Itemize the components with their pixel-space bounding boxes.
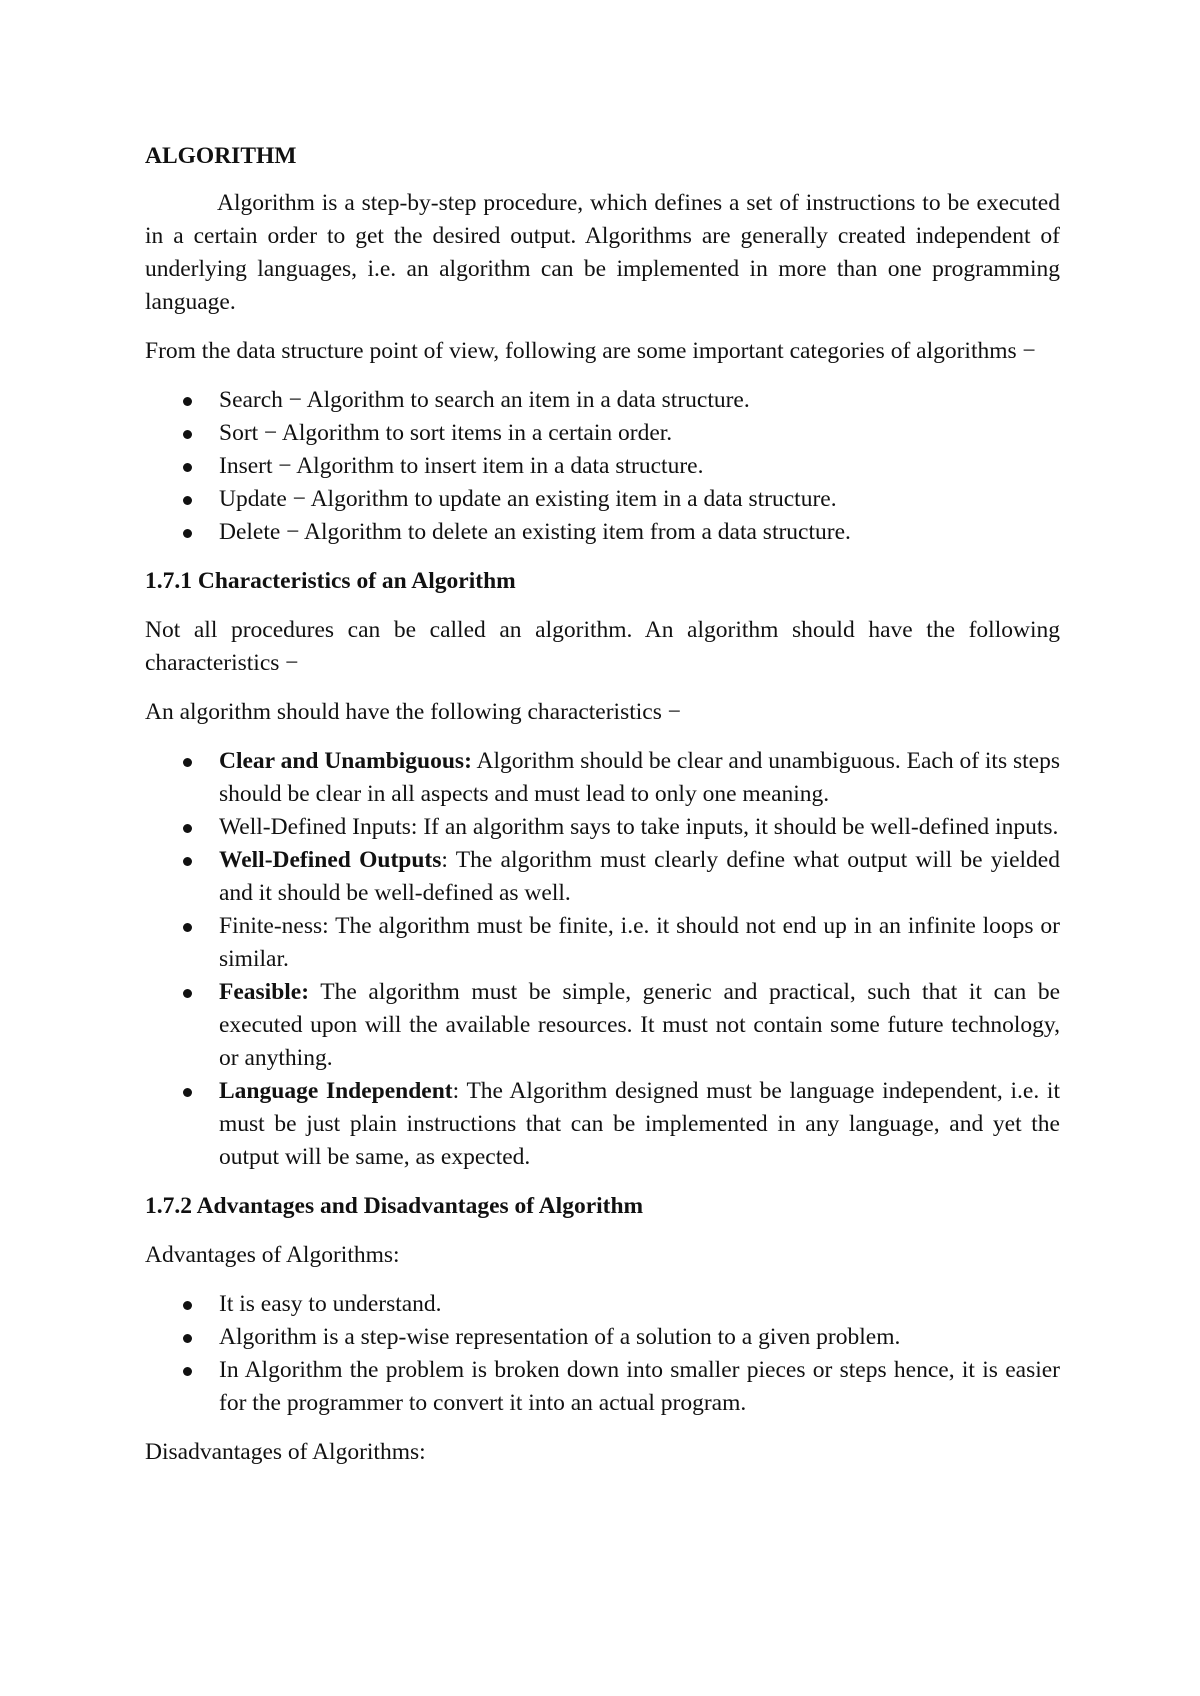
item-text: : The Algorithm designed must be language independent, i.e. it must be just plain instructions that can be implemented in any language, and yet the output will be same, as expected. [219, 1078, 1060, 1170]
page-title: ALGORITHM [145, 143, 297, 169]
bullet-icon [183, 1367, 192, 1376]
bullet-icon [183, 1088, 192, 1097]
intro-paragraph: Algorithm is a step-by-step procedure, which defines a set of instructions to be executed in a certain order to get the desired output. Algorithms are generally created independent of underlying languages, i.e. an algorithm can be implemented in more than one programming language. [145, 190, 1060, 315]
list-item: Algorithm is a step-wise representation of a solution to a given problem. [145, 1321, 1060, 1354]
characteristics-list [145, 745, 1060, 1174]
item-text: : The algorithm must clearly define what output will be yielded and it should be well-defined as well. [219, 847, 1060, 906]
item-text: Finite-ness: The algorithm must be finite, i.e. it should not end up in an infinite loops or similar. [219, 913, 1060, 972]
item-text: Algorithm should be clear and unambiguous. Each of its steps should be clear in all aspects and must lead to only one meaning. [219, 748, 1060, 807]
characteristics-paragraph-1: Not all procedures can be called an algorithm. An algorithm should have the following characteristics − [145, 617, 1060, 676]
list-item: Delete − Algorithm to delete an existing item from a data structure. [145, 516, 1060, 549]
advantages-label: Advantages of Algorithms: [145, 1242, 400, 1268]
bullet-icon [183, 397, 192, 406]
bullet-icon [183, 758, 192, 767]
list-item: Update − Algorithm to update an existing item in a data structure. [145, 483, 1060, 516]
item-term: Well-Defined Outputs [219, 847, 442, 873]
bullet-icon [183, 824, 192, 833]
disadvantages-label: Disadvantages of Algorithms: [145, 1439, 426, 1465]
bullet-icon [183, 1301, 192, 1310]
list-item [145, 745, 1060, 811]
item-term: Clear and Unambiguous: [219, 748, 472, 774]
bullet-icon [183, 1334, 192, 1343]
bullet-icon [183, 463, 192, 472]
section-heading-characteristics: 1.7.1 Characteristics of an Algorithm [145, 568, 516, 594]
bullet-icon [183, 857, 192, 866]
item-term: Language Independent [219, 1078, 453, 1104]
list-item: Sort − Algorithm to sort items in a certain order. [145, 417, 1060, 450]
bullet-icon [183, 989, 192, 998]
document-page [145, 140, 1060, 1485]
advantages-list [145, 1288, 1060, 1420]
list-item [145, 1075, 1060, 1174]
bullet-icon [183, 430, 192, 439]
list-item: In Algorithm the problem is broken down into smaller pieces or steps hence, it is easier for the programmer to convert it into an actual program. [145, 1354, 1060, 1420]
list-item: Insert − Algorithm to insert item in a data structure. [145, 450, 1060, 483]
categories-intro-paragraph: From the data structure point of view, following are some important categories of algorithms − [145, 338, 1036, 364]
list-item [145, 910, 1060, 976]
list-item [145, 844, 1060, 910]
item-text: The algorithm must be simple, generic and practical, such that it can be executed upon will the available resources. It must not contain some future technology, or anything. [219, 979, 1060, 1071]
bullet-icon [183, 529, 192, 538]
bullet-icon [183, 923, 192, 932]
characteristics-paragraph-2: An algorithm should have the following characteristics − [145, 699, 681, 725]
item-term: Feasible: [219, 979, 310, 1005]
item-text: Well-Defined Inputs: If an algorithm says to take inputs, it should be well-defined inputs. [219, 814, 1059, 840]
bullet-icon [183, 496, 192, 505]
list-item [145, 976, 1060, 1075]
list-item: Search − Algorithm to search an item in a data structure. [145, 384, 1060, 417]
list-item: It is easy to understand. [145, 1288, 1060, 1321]
section-heading-advantages: 1.7.2 Advantages and Disadvantages of Algorithm [145, 1193, 644, 1219]
list-item [145, 811, 1060, 844]
categories-list [145, 384, 1060, 549]
